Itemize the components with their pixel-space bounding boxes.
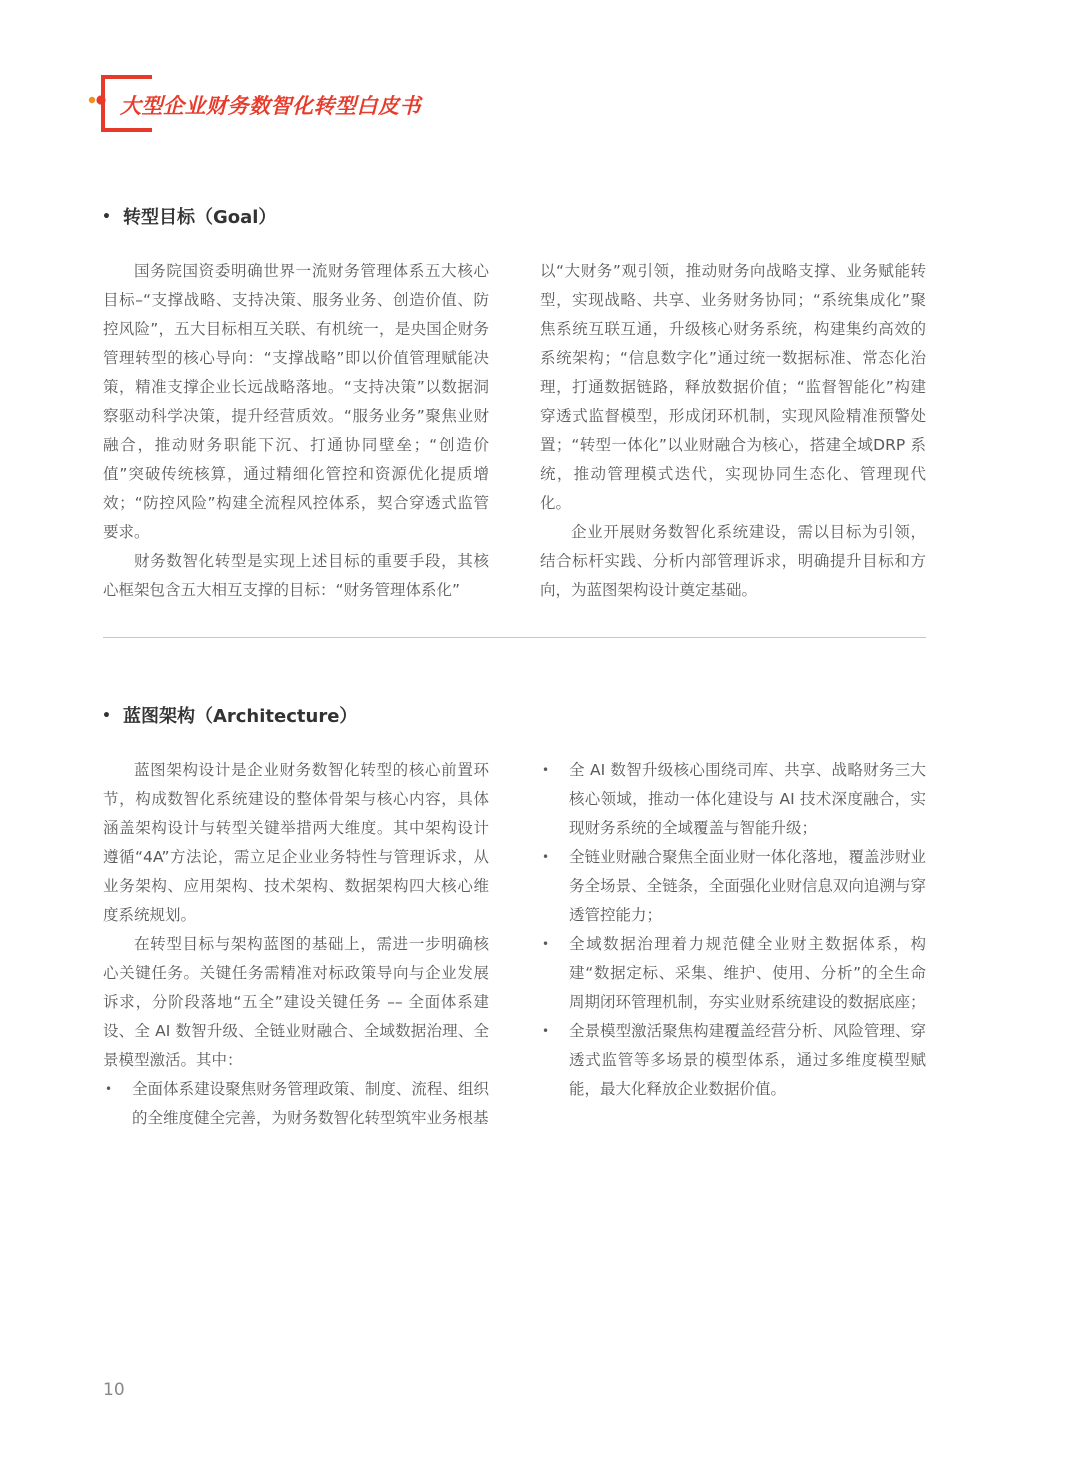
list-item-text: 全面体系建设聚焦财务管理政策、制度、流程、组织的全维度健全完善，为财务数智化转型筑牢业务根基 bbox=[132, 1080, 489, 1127]
goal-left-column bbox=[103, 257, 489, 605]
architecture-right-column bbox=[540, 756, 926, 1104]
page-number: 10 bbox=[103, 1380, 125, 1400]
list-item-text: 全域数据治理着力规范健全业财主数据体系，构建“数据定标、采集、维护、使用、分析”的全生命周期闭环管理机制，夯实业财系统建设的数据底座； bbox=[569, 935, 926, 1011]
list-item-text: 全 AI 数智升级核心围绕司库、共享、战略财务三大核心领域，推动一体化建设与 AI 技术深度融合，实现财务系统的全域覆盖与智能升级； bbox=[569, 761, 926, 837]
paragraph: 企业开展财务数智化系统建设，需以目标为引领，结合标杆实践、分析内部管理诉求，明确提升目标和方向，为蓝图架构设计奠定基础。 bbox=[540, 523, 926, 599]
list-item-text: 全链业财融合聚焦全面业财一体化落地，覆盖涉财业务全场景、全链条，全面强化业财信息双向追溯与穿透管控能力； bbox=[569, 848, 926, 924]
bullet-icon: • bbox=[542, 850, 550, 864]
section-title: 蓝图架构（Architecture） bbox=[122, 706, 358, 727]
bullet-icon: • bbox=[542, 763, 550, 777]
list-item bbox=[103, 1075, 489, 1133]
document-title: 大型企业财务数智化转型白皮书 bbox=[120, 94, 421, 118]
bullet-icon: • bbox=[542, 937, 550, 951]
section-title: 转型目标（Goal） bbox=[122, 207, 277, 228]
paragraph: 在转型目标与架构蓝图的基础上，需进一步明确核心关键任务。关键任务需精准对标政策导向与企业发展诉求，分阶段落地“五全”建设关键任务 –– 全面体系建设、全 AI 数智升级、全链业财融合、全域数据治理、全景模型激活。其中： bbox=[103, 935, 489, 1069]
paragraph: 蓝图架构设计是企业财务数智化转型的核心前置环节，构成数智化系统建设的整体骨架与核心内容，具体涵盖架构设计与转型关键举措两大维度。其中架构设计遵循“4A”方法论，需立足企业业务特性与管理诉求，从业务架构、应用架构、技术架构、数据架构四大核心维度系统规划。 bbox=[103, 761, 489, 924]
paragraph: 以“大财务”观引领，推动财务向战略支撑、业务赋能转型，实现战略、共享、业务财务协同；“系统集成化”聚焦系统互联互通，升级核心财务系统，构建集约高效的系统架构；“信息数字化”通过统一数据标准、常态化治理，打通数据链路，释放数据价值；“监督智能化”构建穿透式监督模型，形成闭环机制，实现风险精准预警处置；“转型一体化”以业财融合为核心，搭建全域DRP 系统，推动管理模式迭代，实现协同生态化、管理现代化。 bbox=[540, 262, 926, 512]
bullet-icon: • bbox=[102, 708, 111, 724]
list-item bbox=[540, 843, 926, 930]
list-item-text: 全景模型激活聚焦构建覆盖经营分析、风险管理、穿透式监管等多场景的模型体系，通过多维度模型赋能，最大化释放企业数据价值。 bbox=[569, 1022, 926, 1098]
section-divider bbox=[103, 637, 926, 638]
bullet-icon: • bbox=[105, 1082, 113, 1096]
bullet-icon: • bbox=[542, 1024, 550, 1038]
list-item bbox=[540, 930, 926, 1017]
section-heading-architecture bbox=[102, 702, 357, 728]
section-heading-goal bbox=[102, 203, 276, 229]
goal-right-column bbox=[540, 257, 926, 605]
list-item bbox=[540, 756, 926, 843]
bullet-icon: • bbox=[102, 209, 111, 225]
paragraph: 国务院国资委明确世界一流财务管理体系五大核心目标–“支撑战略、支持决策、服务业务、创造价值、防控风险”，五大目标相互关联、有机统一，是央国企财务管理转型的核心导向：“支撑战略”即以价值管理赋能决策，精准支撑企业长远战略落地。“支持决策”以数据洞察驱动科学决策，提升经营质效。“服务业务”聚焦业财融合，推动财务职能下沉、打通协同壁垒；“创造价值”突破传统核算，通过精细化管控和资源优化提质增效；“防控风险”构建全流程风控体系，契合穿透式监管要求。 bbox=[103, 262, 489, 541]
header bbox=[88, 74, 488, 134]
architecture-left-column bbox=[103, 756, 489, 1133]
paragraph: 财务数智化转型是实现上述目标的重要手段，其核心框架包含五大相互支撑的目标：“财务管理体系化” bbox=[103, 552, 489, 599]
list-item bbox=[540, 1017, 926, 1104]
